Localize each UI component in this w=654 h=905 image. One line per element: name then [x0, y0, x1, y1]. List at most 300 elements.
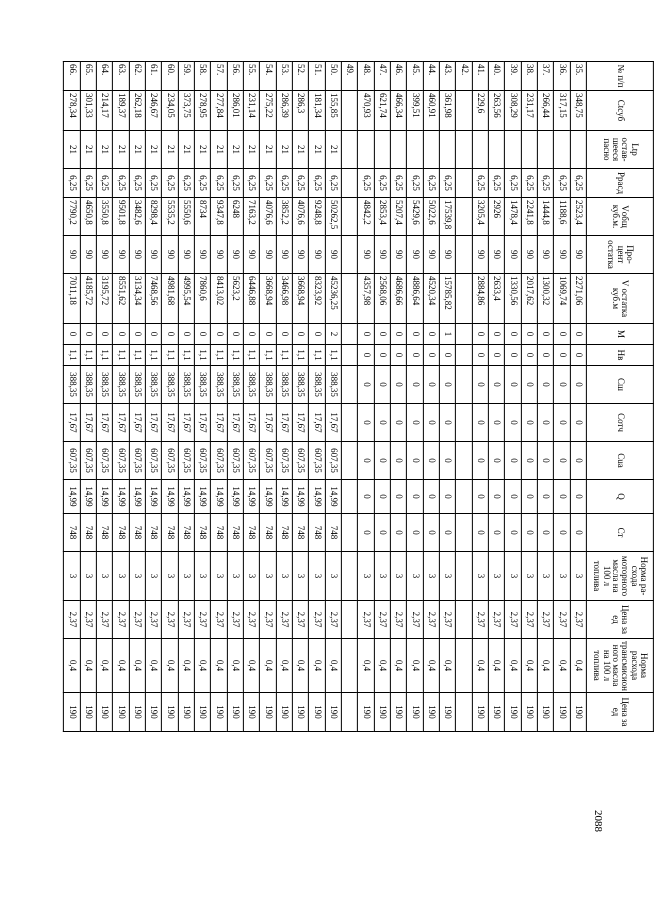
- table-cell: 21: [146, 131, 162, 169]
- table-cell: 1,1: [97, 345, 113, 366]
- table-cell: 607,35: [129, 442, 145, 480]
- table-cell: 0: [439, 345, 455, 366]
- table-cell: 21: [260, 131, 276, 169]
- table-cell: 90: [554, 236, 570, 274]
- table-cell: 748: [309, 514, 325, 552]
- table-cell: 2853,4: [374, 198, 390, 236]
- table-cell: 4076,6: [260, 198, 276, 236]
- table-cell: 2,37: [276, 601, 292, 639]
- table-cell: 3482,6: [129, 198, 145, 236]
- table-cell: 0: [439, 480, 455, 514]
- table-cell: 7011,18: [64, 274, 80, 324]
- table-cell: 4686,66: [390, 274, 406, 324]
- table-cell: [456, 693, 472, 732]
- table-cell: 65.: [80, 62, 96, 91]
- table-cell: 9501,8: [113, 198, 129, 236]
- table-cell: 90: [243, 236, 259, 274]
- table-cell: 748: [162, 514, 178, 552]
- table-cell: 361,98: [439, 91, 455, 131]
- table-cell: 0: [178, 324, 194, 345]
- column-header-1: № п/п: [586, 62, 653, 91]
- table-cell: 0: [570, 480, 586, 514]
- table-cell: 0,4: [309, 639, 325, 693]
- table-cell: 0: [570, 514, 586, 552]
- table-cell: 1,1: [309, 345, 325, 366]
- table-cell: 0: [97, 324, 113, 345]
- table-cell: 0: [374, 345, 390, 366]
- table-cell: 388,35: [211, 366, 227, 404]
- table-cell: 6,25: [162, 169, 178, 198]
- table-cell: 2,37: [260, 601, 276, 639]
- table-cell: 21: [325, 131, 341, 169]
- table-cell: 55.: [243, 62, 259, 91]
- table-cell: 388,35: [260, 366, 276, 404]
- table-cell: 0,4: [439, 639, 455, 693]
- table-cell: [456, 345, 472, 366]
- table-cell: 607,35: [227, 442, 243, 480]
- table-cell: [341, 91, 357, 131]
- table-cell: 0: [505, 366, 521, 404]
- table-cell: 748: [80, 514, 96, 552]
- table-cell: 0: [505, 404, 521, 442]
- table-cell: 190: [488, 693, 504, 732]
- table-cell: 0,4: [554, 639, 570, 693]
- table-cell: 388,35: [276, 366, 292, 404]
- table-cell: 0: [570, 324, 586, 345]
- table-cell: 0: [423, 366, 439, 404]
- table-cell: 21: [97, 131, 113, 169]
- table-cell: 3852,2: [276, 198, 292, 236]
- table-row: [456, 62, 472, 732]
- table-cell: 190: [113, 693, 129, 732]
- table-cell: 373,75: [178, 91, 194, 131]
- table-row: [162, 62, 178, 732]
- table-cell: 0: [521, 480, 537, 514]
- table-cell: 6,25: [439, 169, 455, 198]
- table-cell: 2,37: [227, 601, 243, 639]
- table-body: [64, 62, 587, 732]
- table-cell: 17,67: [80, 404, 96, 442]
- table-cell: 388,35: [195, 366, 211, 404]
- table-cell: 3: [146, 552, 162, 601]
- table-cell: 0,4: [260, 639, 276, 693]
- table-cell: 1188,6: [554, 198, 570, 236]
- table-cell: 0: [407, 514, 423, 552]
- table-cell: 0: [439, 404, 455, 442]
- table-cell: 190: [390, 693, 406, 732]
- table-cell: 0,4: [243, 639, 259, 693]
- table-cell: 0: [472, 514, 488, 552]
- table-cell: 748: [64, 514, 80, 552]
- table-cell: 21: [211, 131, 227, 169]
- table-cell: 5022,6: [423, 198, 439, 236]
- table-cell: 190: [505, 693, 521, 732]
- table-cell: 0,4: [488, 639, 504, 693]
- column-header-7: V остатка куб.м: [586, 274, 653, 324]
- table-cell: 0: [521, 514, 537, 552]
- column-header-18: Цена за ед: [586, 693, 653, 732]
- table-cell: 6,25: [472, 169, 488, 198]
- table-cell: 190: [292, 693, 308, 732]
- table-cell: 3: [554, 552, 570, 601]
- table-row: [178, 62, 194, 732]
- table-cell: 2,37: [358, 601, 374, 639]
- table-cell: 0,4: [537, 639, 553, 693]
- table-cell: 5535,2: [162, 198, 178, 236]
- table-row: [292, 62, 308, 732]
- table-cell: 266,44: [537, 91, 553, 131]
- table-cell: 0: [423, 514, 439, 552]
- table-cell: 621,74: [374, 91, 390, 131]
- table-cell: 1,1: [129, 345, 145, 366]
- table-cell: 748: [211, 514, 227, 552]
- table-cell: 2,37: [521, 601, 537, 639]
- table-cell: 0: [423, 324, 439, 345]
- table-cell: 0,4: [113, 639, 129, 693]
- table-cell: 90: [390, 236, 406, 274]
- table-cell: 14,99: [64, 480, 80, 514]
- table-cell: 0: [358, 345, 374, 366]
- table-cell: 0: [439, 442, 455, 480]
- table-cell: 278,95: [195, 91, 211, 131]
- table-cell: 90: [292, 236, 308, 274]
- table-row: [309, 62, 325, 732]
- table-cell: 3: [521, 552, 537, 601]
- table-cell: 607,35: [162, 442, 178, 480]
- table-cell: [456, 274, 472, 324]
- table-cell: 4842,2: [358, 198, 374, 236]
- table-cell: 3205,4: [472, 198, 488, 236]
- table-cell: 6,25: [113, 169, 129, 198]
- table-cell: 0: [80, 324, 96, 345]
- table-cell: 50.: [325, 62, 341, 91]
- table-cell: 2,37: [195, 601, 211, 639]
- table-cell: 0,4: [358, 639, 374, 693]
- table-cell: [554, 131, 570, 169]
- table-cell: 3668,94: [260, 274, 276, 324]
- table-cell: 190: [439, 693, 455, 732]
- table-cell: 1,1: [113, 345, 129, 366]
- table-cell: 1,1: [195, 345, 211, 366]
- table-cell: 190: [276, 693, 292, 732]
- table-cell: 317,15: [554, 91, 570, 131]
- table-row: [390, 62, 406, 732]
- table-cell: 2,37: [243, 601, 259, 639]
- table-cell: 0: [374, 404, 390, 442]
- table-cell: 2: [325, 324, 341, 345]
- table-row: [341, 62, 357, 732]
- table-cell: 38.: [521, 62, 537, 91]
- table-cell: 2,37: [129, 601, 145, 639]
- table-cell: 90: [521, 236, 537, 274]
- table-cell: 0: [521, 442, 537, 480]
- page-number: 2088: [592, 810, 604, 832]
- table-cell: 190: [309, 693, 325, 732]
- table-cell: 2241,8: [521, 198, 537, 236]
- table-row: [472, 62, 488, 732]
- table-cell: 388,35: [325, 366, 341, 404]
- table-cell: 181,34: [309, 91, 325, 131]
- table-cell: [472, 131, 488, 169]
- table-cell: 0: [390, 480, 406, 514]
- table-cell: 0,4: [505, 639, 521, 693]
- table-cell: 607,35: [260, 442, 276, 480]
- table-cell: 6,25: [227, 169, 243, 198]
- table-cell: [456, 639, 472, 693]
- table-cell: 3: [325, 552, 341, 601]
- table-cell: 0: [488, 324, 504, 345]
- table-cell: 14,99: [292, 480, 308, 514]
- table-cell: 0: [423, 442, 439, 480]
- table-cell: 90: [325, 236, 341, 274]
- table-cell: 9248,8: [309, 198, 325, 236]
- table-cell: 470,93: [358, 91, 374, 131]
- table-cell: 0: [554, 324, 570, 345]
- table-cell: 0: [472, 345, 488, 366]
- table-cell: 388,35: [129, 366, 145, 404]
- table-cell: 0,4: [570, 639, 586, 693]
- table-cell: 6,25: [521, 169, 537, 198]
- table-cell: 607,35: [97, 442, 113, 480]
- table-cell: 190: [260, 693, 276, 732]
- table-cell: 21: [309, 131, 325, 169]
- table-cell: 0: [390, 442, 406, 480]
- table-cell: 0: [407, 442, 423, 480]
- table-cell: 17,67: [292, 404, 308, 442]
- table-cell: [456, 169, 472, 198]
- table-cell: 190: [537, 693, 553, 732]
- table-cell: 17,67: [211, 404, 227, 442]
- table-cell: 0: [488, 442, 504, 480]
- table-cell: [456, 480, 472, 514]
- table-cell: 1,1: [162, 345, 178, 366]
- table-cell: [341, 198, 357, 236]
- table-cell: 14,99: [129, 480, 145, 514]
- table-cell: 190: [146, 693, 162, 732]
- table-cell: 748: [260, 514, 276, 552]
- table-row: [407, 62, 423, 732]
- table-cell: 0,4: [521, 639, 537, 693]
- table-cell: 17,67: [260, 404, 276, 442]
- table-cell: 2,37: [64, 601, 80, 639]
- table-cell: 0: [570, 442, 586, 480]
- table-cell: 388,35: [178, 366, 194, 404]
- table-cell: [488, 131, 504, 169]
- table-cell: 263,56: [488, 91, 504, 131]
- table-cell: 748: [227, 514, 243, 552]
- table-cell: 1: [439, 324, 455, 345]
- table-cell: 0: [113, 324, 129, 345]
- table-cell: 388,35: [80, 366, 96, 404]
- table-cell: 3: [178, 552, 194, 601]
- table-cell: 2,37: [407, 601, 423, 639]
- table-row: [97, 62, 113, 732]
- table-row: [195, 62, 211, 732]
- table-cell: 0,4: [129, 639, 145, 693]
- table-cell: 2,37: [309, 601, 325, 639]
- table-cell: 0: [390, 514, 406, 552]
- table-row: [505, 62, 521, 732]
- table-cell: [341, 366, 357, 404]
- table-cell: 4185,72: [80, 274, 96, 324]
- table-cell: 21: [64, 131, 80, 169]
- table-cell: 90: [227, 236, 243, 274]
- table-cell: 1,1: [64, 345, 80, 366]
- table-cell: 0,4: [146, 639, 162, 693]
- table-cell: 3134,34: [129, 274, 145, 324]
- table-cell: 3: [358, 552, 374, 601]
- table-cell: 0: [505, 480, 521, 514]
- table-cell: 90: [129, 236, 145, 274]
- table-cell: 3: [374, 552, 390, 601]
- table-cell: 1,1: [260, 345, 276, 366]
- table-cell: 466,34: [390, 91, 406, 131]
- table-row: [129, 62, 145, 732]
- table-cell: 54.: [260, 62, 276, 91]
- table-cell: [341, 169, 357, 198]
- table-cell: 21: [178, 131, 194, 169]
- table-cell: 6,25: [407, 169, 423, 198]
- table-cell: 42.: [456, 62, 472, 91]
- table-cell: 3: [292, 552, 308, 601]
- table-cell: 0: [423, 345, 439, 366]
- table-row: [80, 62, 96, 732]
- table-cell: [341, 442, 357, 480]
- table-cell: 0: [407, 324, 423, 345]
- table-cell: 190: [554, 693, 570, 732]
- table-cell: 748: [292, 514, 308, 552]
- column-header-13: Q: [586, 480, 653, 514]
- table-row: [570, 62, 586, 732]
- table-cell: 0: [537, 324, 553, 345]
- table-cell: 0: [407, 345, 423, 366]
- table-cell: 0: [423, 404, 439, 442]
- table-cell: 0: [472, 404, 488, 442]
- table-cell: [456, 198, 472, 236]
- table-cell: 2,37: [325, 601, 341, 639]
- table-cell: 1,1: [325, 345, 341, 366]
- table-row: [423, 62, 439, 732]
- table-cell: 14,99: [276, 480, 292, 514]
- table-cell: 21: [195, 131, 211, 169]
- table-cell: 3: [505, 552, 521, 601]
- column-header-12: Сuа: [586, 442, 653, 480]
- table-cell: 0,4: [374, 639, 390, 693]
- table-cell: 66.: [64, 62, 80, 91]
- table-cell: [341, 131, 357, 169]
- table-cell: 1069,74: [554, 274, 570, 324]
- table-cell: 3: [243, 552, 259, 601]
- table-cell: 21: [276, 131, 292, 169]
- table-row: [488, 62, 504, 732]
- table-cell: 90: [423, 236, 439, 274]
- table-cell: 0: [146, 324, 162, 345]
- table-cell: 2,37: [178, 601, 194, 639]
- table-cell: 21: [80, 131, 96, 169]
- table-cell: 2,37: [80, 601, 96, 639]
- table-cell: 21: [227, 131, 243, 169]
- table-cell: 1444,8: [537, 198, 553, 236]
- table-cell: 3: [227, 552, 243, 601]
- table-cell: 61.: [146, 62, 162, 91]
- table-cell: 190: [64, 693, 80, 732]
- table-cell: 0: [521, 366, 537, 404]
- table-cell: 607,35: [325, 442, 341, 480]
- table-cell: 45236,25: [325, 274, 341, 324]
- table-cell: 190: [195, 693, 211, 732]
- table-cell: 190: [243, 693, 259, 732]
- table-row: [64, 62, 80, 732]
- table-cell: 748: [146, 514, 162, 552]
- table-cell: 0,4: [276, 639, 292, 693]
- table-cell: 1,1: [211, 345, 227, 366]
- table-cell: [341, 514, 357, 552]
- table-cell: [341, 324, 357, 345]
- table-cell: [341, 274, 357, 324]
- table-cell: 4076,6: [292, 198, 308, 236]
- table-cell: 58.: [195, 62, 211, 91]
- table-cell: 2,37: [570, 601, 586, 639]
- table-cell: 748: [129, 514, 145, 552]
- table-cell: 0: [521, 324, 537, 345]
- table-cell: 6,25: [129, 169, 145, 198]
- table-cell: 37.: [537, 62, 553, 91]
- table-cell: 14,99: [211, 480, 227, 514]
- table-cell: 0: [374, 514, 390, 552]
- table-row: [146, 62, 162, 732]
- table-cell: 3668,94: [292, 274, 308, 324]
- table-cell: 0: [374, 324, 390, 345]
- table-cell: 60.: [162, 62, 178, 91]
- table-cell: 46.: [390, 62, 406, 91]
- table-cell: 14,99: [325, 480, 341, 514]
- table-row: [227, 62, 243, 732]
- table-cell: 607,35: [113, 442, 129, 480]
- table-cell: 0: [488, 480, 504, 514]
- column-header-8: М: [586, 324, 653, 345]
- table-cell: 3: [80, 552, 96, 601]
- table-cell: 2271,06: [570, 274, 586, 324]
- table-cell: 90: [276, 236, 292, 274]
- table-cell: 1,1: [146, 345, 162, 366]
- table-cell: 0: [488, 345, 504, 366]
- table-cell: [341, 404, 357, 442]
- table-cell: 4650,8: [80, 198, 96, 236]
- table-cell: 0: [374, 480, 390, 514]
- table-cell: 2,37: [537, 601, 553, 639]
- table-cell: 0: [537, 404, 553, 442]
- table-cell: 6,25: [292, 169, 308, 198]
- table-cell: [439, 131, 455, 169]
- table-cell: 0,4: [390, 639, 406, 693]
- table-cell: 6,25: [325, 169, 341, 198]
- header-row: [586, 62, 653, 732]
- table-cell: 3: [390, 552, 406, 601]
- column-header-2: Сtcуб: [586, 91, 653, 131]
- table-cell: 6,25: [488, 169, 504, 198]
- table-cell: [456, 366, 472, 404]
- table-cell: 0,4: [472, 639, 488, 693]
- table-cell: 17,67: [146, 404, 162, 442]
- table-cell: 3: [211, 552, 227, 601]
- table-cell: 14,99: [80, 480, 96, 514]
- table-cell: 53.: [276, 62, 292, 91]
- table-cell: 1,1: [80, 345, 96, 366]
- table-cell: 0: [554, 404, 570, 442]
- table-cell: 0: [358, 514, 374, 552]
- table-cell: 0: [488, 514, 504, 552]
- table-cell: 0: [358, 442, 374, 480]
